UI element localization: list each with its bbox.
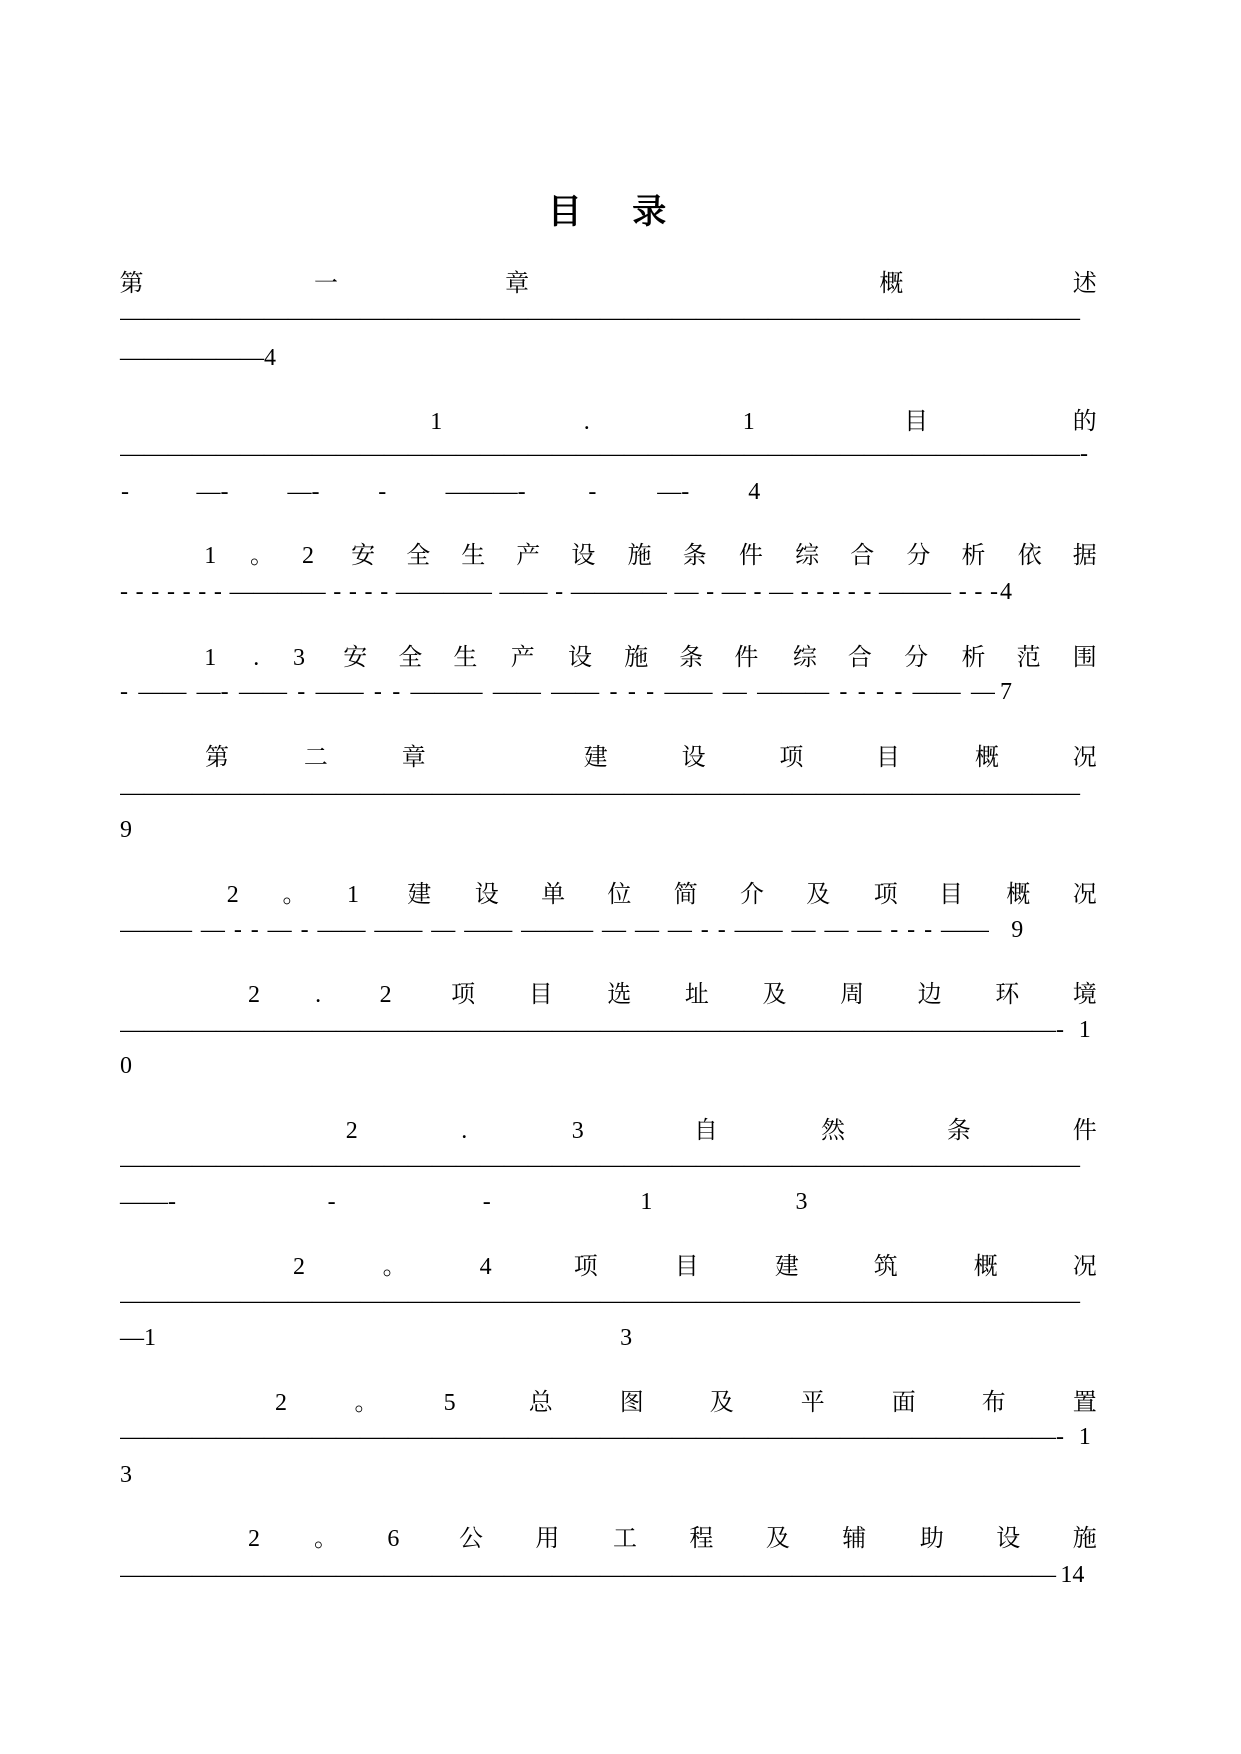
toc-heading-char: 及 [709,1389,734,1416]
toc-heading-char: 及 [806,881,831,908]
toc-leader-continuation: - [588,479,597,506]
toc-heading-char: 2 [379,981,392,1008]
toc-dot-leader: ———————————————————————————————————————— [120,305,1080,332]
toc-heading-char: 设 [681,744,706,771]
toc-heading-char: 件 [738,543,763,570]
toc-heading-char: 介 [740,881,764,908]
toc-heading-char: 析 [961,644,986,671]
toc-heading-char: 程 [689,1525,714,1552]
toc-heading-char: 筑 [873,1253,898,1280]
toc-heading-char: . [461,1117,468,1144]
toc-heading-char: 设 [996,1525,1021,1552]
toc-dot-leader: ———————————————————————————————————————- [120,1016,1064,1043]
toc-heading-char: . [253,644,260,671]
toc-dot-leader: - - - - - - - ———— - - - - ———— —— - ———— — - — - — - - - - - ——— - - - [120,579,998,606]
toc-leader-continuation: ——- [120,1188,176,1215]
toc-heading-char: 建 [583,744,608,771]
toc-heading-char: 目 [876,744,900,771]
toc-heading-char: 然 [821,1117,845,1144]
toc-heading-char: 合 [850,543,875,570]
toc-heading-char: 总 [528,1389,553,1416]
toc-heading-char: 图 [619,1389,644,1416]
toc-heading-char: 全 [406,543,431,570]
toc-heading-char: 2 [275,1389,287,1416]
toc-heading-char: 及 [762,981,787,1008]
toc-heading-char: 据 [1072,543,1097,570]
toc-heading-char: 3 [571,1117,584,1144]
toc-heading-char: 生 [461,543,486,570]
toc-heading-char: 条 [946,1117,971,1144]
toc-heading-char: 分 [906,543,931,570]
toc-leader-continuation: —- [196,479,229,506]
toc-page-number: 14 [1060,1561,1085,1588]
toc-heading-char: 概 [975,744,999,771]
toc-page-number: 9 [1011,916,1024,943]
toc-heading-char: 2 [345,1117,358,1144]
toc-heading-char: 安 [351,543,376,570]
toc-heading-char: 概 [1006,881,1031,908]
toc-leader-continuation: ———- [445,479,526,506]
toc-heading-char: 公 [459,1525,483,1552]
toc-leader-continuation: —- [287,479,320,506]
toc-heading-char: 件 [1072,1117,1097,1144]
toc-heading-char: 围 [1072,644,1097,671]
toc-heading-char: 6 [387,1525,400,1552]
toc-heading-char: 。 [282,881,307,908]
toc-heading-char: 施 [624,644,649,671]
toc-heading-char: 。 [250,543,274,570]
toc-heading-char: 分 [904,644,929,671]
toc-heading-char: 布 [981,1389,1006,1416]
toc-heading-char: 项 [573,1253,598,1280]
toc-heading-char: 生 [453,644,478,671]
toc-heading-char: 设 [568,644,592,671]
toc-heading-char: 选 [607,981,632,1008]
toc-heading-char: 5 [443,1389,456,1416]
toc-heading-char: 综 [795,543,820,570]
toc-heading-char: 安 [343,644,368,671]
toc-heading-char: 。 [354,1389,379,1416]
page-title: 目 录 [547,194,667,231]
toc-heading-char: 1 [347,881,359,908]
toc-heading-char: 施 [627,543,652,570]
toc-heading-char: 一 [314,271,338,298]
toc-heading-char: 况 [1072,881,1097,908]
toc-heading-char: 辅 [842,1525,867,1552]
toc-leader-continuation: ——————4 [120,344,276,371]
toc-heading-char: 周 [840,981,865,1008]
toc-dot-leader: ————————————————————————————————————————- [120,441,1088,468]
toc-heading-char: 设 [571,543,596,570]
toc-heading-char: 2 [293,1253,305,1280]
toc-heading-char: 章 [401,744,426,771]
toc-leader-continuation: —1 [120,1324,156,1351]
toc-page-number: 4 [1000,579,1012,606]
toc-heading-char: 境 [1072,981,1097,1008]
toc-dot-leader: ———————————————————————————————————————— [120,1151,1080,1178]
toc-heading-char: 况 [1072,744,1097,771]
toc-heading-char: 边 [917,981,942,1008]
toc-heading-char: 条 [682,543,707,570]
toc-heading-char: 第 [119,271,144,298]
toc-heading-char: . [583,408,590,435]
toc-heading-char: . [315,981,322,1008]
toc-dot-leader: ——— — - - — - —— —— — —— ——— — — — - - —— — — — - - - —— [120,916,989,943]
toc-heading-char: 4 [479,1253,492,1280]
toc-heading-char: 2 [226,881,239,908]
toc-heading-char: 单 [541,881,566,908]
toc-heading-char: 1 [430,408,443,435]
toc-leader-continuation: - [121,479,129,506]
toc-heading-char: 件 [734,644,759,671]
toc-leader-continuation: 3 [795,1188,808,1215]
toc-heading-char: 3 [293,644,305,671]
toc-heading-char: 依 [1017,543,1042,570]
toc-heading-char: 环 [995,981,1020,1008]
toc-heading-char: 概 [973,1253,998,1280]
toc-heading-char: 1 [204,644,217,671]
toc-leader-continuation: 3 [620,1324,633,1351]
toc-heading-char: 项 [779,744,804,771]
toc-heading-char: 目 [939,881,963,908]
toc-heading-char: 用 [535,1525,560,1552]
toc-heading-char: 及 [765,1525,790,1552]
toc-heading-char: 1 [204,543,217,570]
toc-heading-char: 章 [505,271,530,298]
toc-leader-continuation: - [482,1188,491,1215]
toc-heading-char: 2 [248,1525,260,1552]
toc-heading-char: 1 [742,408,755,435]
toc-heading-char: 施 [1072,1525,1097,1552]
toc-heading-char: 项 [451,981,476,1008]
toc-leader-continuation: - [327,1188,336,1215]
toc-heading-char: 自 [693,1117,718,1144]
toc-page-number: 1 [1078,1016,1091,1043]
toc-heading-char: 。 [382,1253,407,1280]
toc-heading-char: 全 [398,644,423,671]
toc-leader-continuation: 4 [748,479,761,506]
toc-heading-char: 范 [1016,644,1041,671]
toc-heading-char: 2 [302,543,314,570]
toc-heading-char: 建 [407,881,432,908]
toc-heading-char: 位 [607,881,632,908]
toc-heading-char: 合 [847,644,872,671]
toc-leader-continuation: 9 [120,816,132,843]
toc-dot-leader: ———————————————————————————————————————— [120,1287,1080,1314]
toc-dot-leader: ———————————————————————————————————————— [120,779,1080,806]
toc-heading-char: 目 [904,408,929,435]
toc-heading-char: 的 [1072,408,1097,435]
toc-heading-char: 简 [673,881,698,908]
toc-leader-continuation: - [378,479,387,506]
toc-leader-continuation: 1 [640,1188,653,1215]
toc-leader-continuation: 0 [120,1052,132,1079]
toc-heading-char: 2 [248,981,260,1008]
toc-page-number: 1 [1078,1423,1091,1450]
toc-heading-char: 概 [879,271,904,298]
toc-heading-char: 置 [1072,1389,1097,1416]
toc-heading-char: 综 [792,644,817,671]
toc-leader-continuation: 3 [120,1461,132,1488]
toc-heading-char: 设 [474,881,499,908]
toc-heading-char: 建 [774,1253,799,1280]
toc-heading-char: 述 [1072,271,1097,298]
toc-heading-char: 面 [891,1389,916,1416]
toc-heading-char: 产 [510,644,535,671]
toc-heading-char: 助 [919,1525,944,1552]
toc-heading-char: 目 [528,981,553,1008]
toc-heading-char: 况 [1072,1253,1097,1280]
toc-heading-char: 第 [205,744,229,771]
toc-heading-char: 条 [679,644,704,671]
toc-heading-char: 二 [303,744,328,771]
toc-dot-leader: - —— —- —— - —— - - ——— —— —— - - - —— — ——— - - - - —— — [120,679,995,706]
toc-page-number: 7 [1000,679,1012,706]
toc-dot-leader: ———————————————————————————————————————- [120,1423,1064,1450]
toc-heading-char: 目 [674,1253,699,1280]
toc-heading-char: 工 [613,1525,637,1552]
toc-dot-leader: ——————————————————————————————————————— [120,1561,1056,1588]
toc-leader-continuation: —- [657,479,690,506]
toc-heading-char: 。 [314,1525,338,1552]
toc-heading-char: 析 [961,543,986,570]
toc-heading-char: 平 [800,1389,825,1416]
toc-heading-char: 项 [873,881,898,908]
toc-heading-char: 产 [516,543,541,570]
toc-heading-char: 址 [684,981,709,1008]
